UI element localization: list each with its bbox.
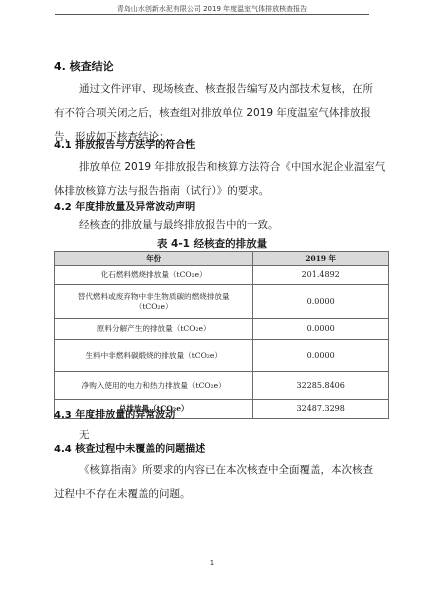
section-4-3-para: 无 (79, 429, 90, 441)
table-header-item: 年份 (55, 252, 253, 266)
row-label: 净购入使用的电力和热力排放量（tCO₂e） (55, 372, 253, 400)
header-rule (55, 14, 369, 15)
row-value: 0.0000 (253, 285, 389, 319)
running-header: 青岛山水创新水泥有限公司 2019 年度温室气体排放核查报告 (116, 5, 308, 13)
section-4-4-para-line2: 过程中不存在未覆盖的问题。 (54, 488, 191, 500)
emissions-table (54, 251, 389, 419)
page-number: 1 (209, 559, 215, 567)
section-4-2-para: 经核查的排放量与最终排放报告中的一致。 (79, 219, 279, 231)
section-4-para-line3: 告，形成如下核查结论： (54, 131, 170, 143)
row-value: 0.0000 (253, 319, 389, 340)
section-4-1-heading: 4.1 排放报告与方法学的符合性 (54, 140, 196, 151)
section-4-1-para-line2: 体排放核算方法与报告指南（试行）》的要求。 (54, 185, 270, 197)
section-4-heading: 4. 核查结论 (54, 60, 114, 73)
row-value: 201.4892 (253, 266, 389, 285)
row-label: 生料中非燃料碳煅烧的排放量（tCO₂e） (55, 340, 253, 372)
section-4-2-heading: 4.2 年度排放量及异常波动声明 (54, 202, 196, 213)
row-label: 总排放量（tCO₂e） (55, 400, 253, 419)
section-4-1-para-line1: 排放单位 2019 年排放报告和核算方法符合《中国水泥企业温室气 (79, 161, 386, 173)
row-label: 替代燃料或废弃物中非生物质碳的燃烧排放量 （tCO₂e） (55, 285, 253, 319)
section-4-3-heading: 4.3 年度排放量的异常波动 (54, 410, 176, 421)
section-4-4-heading: 4.4 核查过程中未覆盖的问题描述 (54, 444, 206, 455)
row-value: 32487.3298 (253, 400, 389, 419)
section-4-para-line1: 通过文件评审、现场核查、核查报告编写及内部技术复核，在所 (79, 83, 373, 95)
table-row (55, 285, 389, 319)
row-value: 0.0000 (253, 340, 389, 372)
section-4-4-para-line1: 《核算指南》所要求的内容已在本次核查中全面覆盖，本次核查 (79, 464, 373, 476)
table-header-year: 2019 年 (253, 252, 389, 266)
row-label: 化石燃料燃烧排放量（tCO₂e） (55, 266, 253, 285)
table-row (55, 340, 389, 372)
section-4-para-line2: 有不符合项关闭之后，核查组对排放单位 2019 年度温室气体排放报 (54, 107, 371, 119)
table-header-row (55, 252, 389, 266)
table-row (55, 319, 389, 340)
row-value: 32285.8406 (253, 372, 389, 400)
table-row (55, 372, 389, 400)
row-label: 原料分解产生的排放量（tCO₂e） (55, 319, 253, 340)
table-row (55, 266, 389, 285)
table-caption: 表 4-1 经核查的排放量 (156, 238, 268, 250)
